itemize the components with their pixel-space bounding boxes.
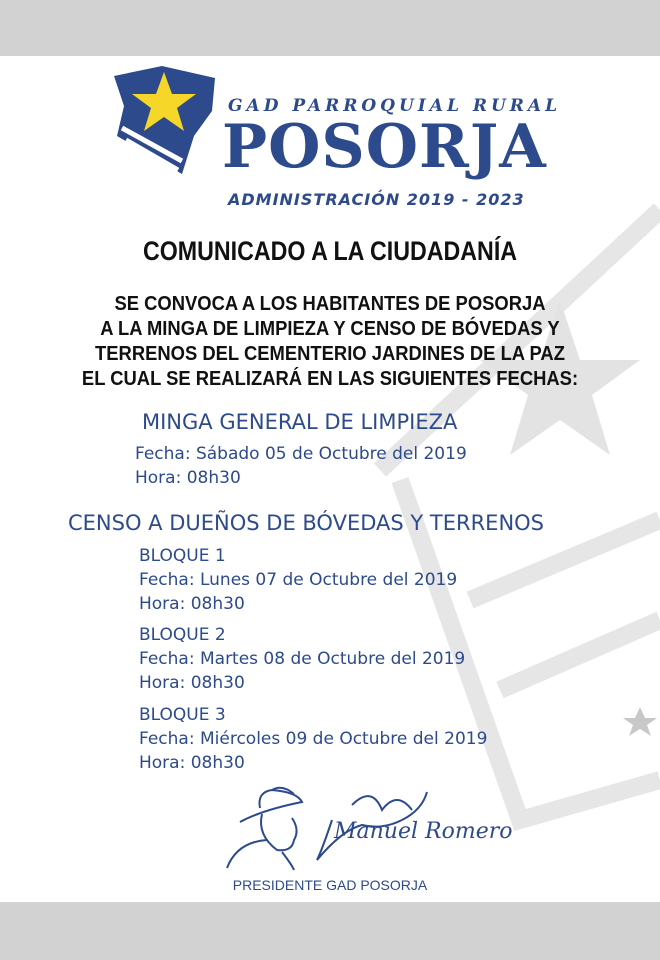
signature-portrait-icon [222, 780, 513, 872]
logo-admin: ADMINISTRACIÓN 2019 - 2023 [228, 190, 525, 209]
intro-line: TERRENOS DEL CEMENTERIO JARDINES DE LA PAZ [95, 343, 565, 365]
signature-name: Manuel Romero [334, 819, 513, 844]
logo-emblem-icon [112, 66, 217, 176]
bloque-3 [139, 703, 487, 775]
bloque-hora: Hora: 08h30 [139, 594, 245, 614]
bloque-fecha: Fecha: Miércoles 09 de Octubre del 2019 [139, 729, 488, 749]
signature-caption: PRESIDENTE GAD POSORJA [232, 877, 428, 893]
bloque-label: BLOQUE 2 [139, 625, 226, 645]
censo-heading: CENSO A DUEÑOS DE BÓVEDAS Y TERRENOS [68, 511, 545, 535]
intro-line: EL CUAL SE REALIZARÁ EN LAS SIGUIENTES FECHAS: [81, 368, 579, 390]
bloque-1 [139, 544, 457, 616]
logo-name: POSORJA [222, 112, 547, 182]
bloque-label: BLOQUE 1 [139, 546, 226, 566]
intro-text [0, 292, 660, 392]
page-title: COMUNICADO A LA CIUDADANÍA [142, 236, 518, 266]
bloque-hora: Hora: 08h30 [139, 753, 245, 773]
minga-fecha: Fecha: Sábado 05 de Octubre del 2019 [135, 444, 467, 464]
minga-hora: Hora: 08h30 [135, 468, 241, 488]
bloque-hora: Hora: 08h30 [139, 673, 245, 693]
bloque-fecha: Fecha: Martes 08 de Octubre del 2019 [139, 649, 466, 669]
minga-heading: MINGA GENERAL DE LIMPIEZA [142, 410, 458, 434]
intro-line: SE CONVOCA A LOS HABITANTES DE POSORJA [114, 293, 546, 315]
logo-org-line: GAD PARROQUIAL RURAL [228, 96, 562, 116]
bloque-label: BLOQUE 3 [139, 705, 226, 725]
minga-details [135, 442, 467, 490]
intro-line: A LA MINGA DE LIMPIEZA Y CENSO DE BÓVEDAS Y [100, 318, 560, 340]
bloque-fecha: Fecha: Lunes 07 de Octubre del 2019 [139, 570, 458, 590]
bloque-2 [139, 623, 465, 695]
